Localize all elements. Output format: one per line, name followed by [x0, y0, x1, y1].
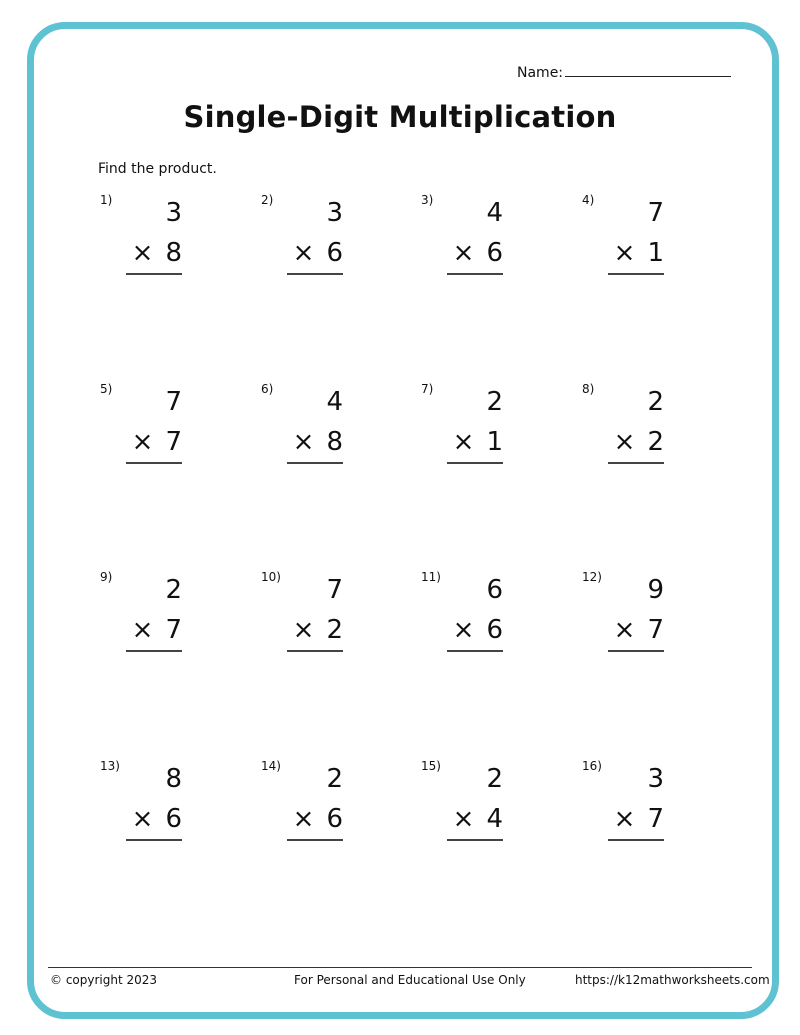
- problem-8: [582, 382, 702, 492]
- multiply-sign: ×: [131, 238, 154, 268]
- answer-line: [447, 650, 503, 652]
- problem-11: [421, 570, 541, 680]
- answer-line: [126, 650, 182, 652]
- multiplicand: 6: [486, 575, 503, 605]
- multiplier-row: [128, 803, 182, 835]
- multiplier: 1: [486, 427, 503, 457]
- multiplier: 6: [486, 238, 503, 268]
- multiplier: 1: [647, 238, 664, 268]
- multiply-sign: ×: [131, 804, 154, 834]
- multiplicand: 2: [647, 387, 664, 417]
- multiplier: 2: [326, 615, 343, 645]
- problem-16: [582, 759, 702, 869]
- multiplier: 8: [165, 238, 182, 268]
- multiplicand: 3: [647, 764, 664, 794]
- problem-number: 16): [582, 759, 602, 773]
- multiplicand: 9: [647, 575, 664, 605]
- multiplier-row: [449, 237, 503, 269]
- name-field[interactable]: [517, 62, 731, 81]
- problem-number: 12): [582, 570, 602, 584]
- problem-number: 9): [100, 570, 113, 584]
- problem-number: 1): [100, 193, 113, 207]
- multiplier-row: [289, 237, 343, 269]
- multiply-sign: ×: [292, 427, 315, 457]
- answer-line: [447, 462, 503, 464]
- problem-number: 14): [261, 759, 281, 773]
- problem-number: 6): [261, 382, 274, 396]
- multiplicand: 3: [326, 198, 343, 228]
- multiplier: 6: [326, 804, 343, 834]
- multiply-sign: ×: [292, 615, 315, 645]
- multiplicand: 7: [165, 387, 182, 417]
- multiplier-row: [289, 426, 343, 458]
- footer-usage-note: For Personal and Educational Use Only: [294, 973, 526, 987]
- problem-number: 15): [421, 759, 441, 773]
- worksheet-title: Single-Digit Multiplication: [183, 100, 617, 134]
- multiply-sign: ×: [292, 804, 315, 834]
- multiplier-row: [449, 803, 503, 835]
- multiplier-row: [610, 237, 664, 269]
- answer-line: [608, 273, 664, 275]
- multiplicand: 2: [486, 764, 503, 794]
- multiplicand: 2: [326, 764, 343, 794]
- multiplier: 7: [165, 615, 182, 645]
- footer-divider: [48, 967, 752, 968]
- multiplier-row: [610, 803, 664, 835]
- multiplier: 6: [486, 615, 503, 645]
- problem-number: 4): [582, 193, 595, 207]
- multiplier: 4: [486, 804, 503, 834]
- multiplier: 7: [647, 615, 664, 645]
- answer-line: [608, 462, 664, 464]
- multiplicand: 2: [165, 575, 182, 605]
- footer-copyright: © copyright 2023: [50, 973, 158, 987]
- problem-number: 2): [261, 193, 274, 207]
- multiplicand: 8: [165, 764, 182, 794]
- problem-5: [100, 382, 220, 492]
- multiplier-row: [128, 426, 182, 458]
- multiplier: 2: [647, 427, 664, 457]
- answer-line: [126, 839, 182, 841]
- instructions: Find the product.: [98, 161, 217, 177]
- answer-line: [287, 650, 343, 652]
- multiplier: 7: [647, 804, 664, 834]
- multiplier: 6: [165, 804, 182, 834]
- multiply-sign: ×: [613, 615, 636, 645]
- multiplier-row: [128, 237, 182, 269]
- multiplier-row: [610, 426, 664, 458]
- multiplier-row: [128, 614, 182, 646]
- problem-10: [261, 570, 381, 680]
- multiply-sign: ×: [131, 427, 154, 457]
- problem-1: [100, 193, 220, 303]
- problem-13: [100, 759, 220, 869]
- problem-number: 11): [421, 570, 441, 584]
- answer-line: [608, 839, 664, 841]
- problem-6: [261, 382, 381, 492]
- answer-line: [287, 839, 343, 841]
- problem-9: [100, 570, 220, 680]
- problem-7: [421, 382, 541, 492]
- problem-number: 3): [421, 193, 434, 207]
- problem-3: [421, 193, 541, 303]
- multiplier-row: [449, 426, 503, 458]
- name-label: Name:: [517, 65, 564, 81]
- answer-line: [287, 273, 343, 275]
- multiplicand: 4: [486, 198, 503, 228]
- problem-number: 7): [421, 382, 434, 396]
- problem-number: 5): [100, 382, 113, 396]
- multiplier: 8: [326, 427, 343, 457]
- problem-2: [261, 193, 381, 303]
- problem-15: [421, 759, 541, 869]
- multiplicand: 7: [326, 575, 343, 605]
- problem-number: 10): [261, 570, 281, 584]
- problem-12: [582, 570, 702, 680]
- multiplier: 7: [165, 427, 182, 457]
- name-blank-line[interactable]: [565, 62, 731, 77]
- multiplier-row: [610, 614, 664, 646]
- answer-line: [287, 462, 343, 464]
- answer-line: [447, 273, 503, 275]
- multiply-sign: ×: [613, 804, 636, 834]
- multiplier-row: [289, 803, 343, 835]
- problem-number: 8): [582, 382, 595, 396]
- multiplier: 6: [326, 238, 343, 268]
- answer-line: [608, 650, 664, 652]
- multiplicand: 4: [326, 387, 343, 417]
- footer-website-link[interactable]: https://k12mathworksheets.com: [575, 973, 770, 987]
- multiply-sign: ×: [131, 615, 154, 645]
- answer-line: [126, 273, 182, 275]
- multiply-sign: ×: [452, 804, 475, 834]
- multiplier-row: [289, 614, 343, 646]
- multiplier-row: [449, 614, 503, 646]
- answer-line: [126, 462, 182, 464]
- multiplicand: 2: [486, 387, 503, 417]
- multiply-sign: ×: [292, 238, 315, 268]
- problem-number: 13): [100, 759, 120, 773]
- multiply-sign: ×: [613, 427, 636, 457]
- problem-4: [582, 193, 702, 303]
- multiply-sign: ×: [452, 615, 475, 645]
- multiply-sign: ×: [452, 238, 475, 268]
- multiplicand: 7: [647, 198, 664, 228]
- multiplicand: 3: [165, 198, 182, 228]
- multiply-sign: ×: [613, 238, 636, 268]
- multiply-sign: ×: [452, 427, 475, 457]
- answer-line: [447, 839, 503, 841]
- problem-14: [261, 759, 381, 869]
